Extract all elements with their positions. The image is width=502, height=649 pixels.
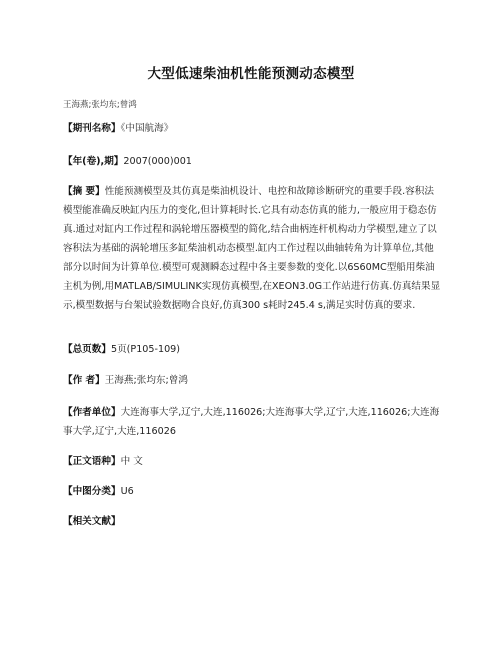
field-unit-label: 【作者单位】 — [63, 407, 121, 418]
field-year-value: 2007(000)001 — [123, 156, 192, 167]
field-author — [63, 371, 441, 390]
field-related-references — [63, 512, 441, 531]
field-language-label: 【正文语种】 — [63, 456, 121, 467]
field-language-value: 中 文 — [120, 456, 143, 467]
field-abstract-label: 【摘 要】 — [63, 186, 105, 197]
field-journal — [63, 119, 441, 138]
field-abstract — [63, 182, 441, 315]
field-language — [63, 452, 441, 471]
field-classification — [63, 482, 441, 501]
field-pages-value: 5页(P105-109) — [110, 344, 181, 355]
field-author-value: 王海燕;张均东;曾鸿 — [104, 375, 188, 386]
document-title: 大型低速柴油机性能预测动态模型 — [147, 66, 355, 82]
field-journal-value: 《中国航海》 — [120, 123, 174, 134]
field-classification-value: U6 — [120, 486, 134, 497]
field-total-pages — [63, 340, 441, 359]
field-journal-label: 【期刊名称】 — [63, 123, 121, 134]
field-author-label: 【作 者】 — [63, 375, 105, 386]
field-unit-value: 大连海事大学,辽宁,大连,116026;大连海事大学,辽宁,大连,116026;大连海事大学,辽宁,大连,116026 — [63, 407, 440, 437]
field-references-label: 【相关文献】 — [63, 516, 121, 527]
field-classification-label: 【中图分类】 — [63, 486, 121, 497]
field-author-unit — [63, 403, 441, 441]
authors-line: 王海燕;张均东;曾鸿 — [63, 100, 137, 110]
field-abstract-value: 性能预测模型及其仿真是柴油机设计、电控和故障诊断研究的重要手段.容积法模型能准确反映缸内压力的变化,但计算耗时长.它具有动态仿真的能力,一般应用于稳态仿真.通过对缸内工作过程和涡轮增压器模型的简化,结合曲柄连杆机构动力学模型,建立了以容积法为基础的涡轮增压多缸柴油机动态模型.缸内工作过程以曲轴转角为计算单位,其他部分以时间为计算单位.模型可观测瞬态过程中各主要参数的变化.以6S60MC型船用柴油主机为例,用MATLAB/SIMULINK实现仿真模型,在XEON3.0G工作站进行仿真.仿真结果显示,模型数据与台架试验数据吻合良好,仿真300 s耗时245.4 s,满足实时仿真的要求. — [63, 186, 441, 311]
field-year-label: 【年(卷),期】 — [63, 156, 124, 167]
field-pages-label: 【总页数】 — [63, 344, 111, 355]
field-year-volume-issue — [63, 152, 441, 171]
